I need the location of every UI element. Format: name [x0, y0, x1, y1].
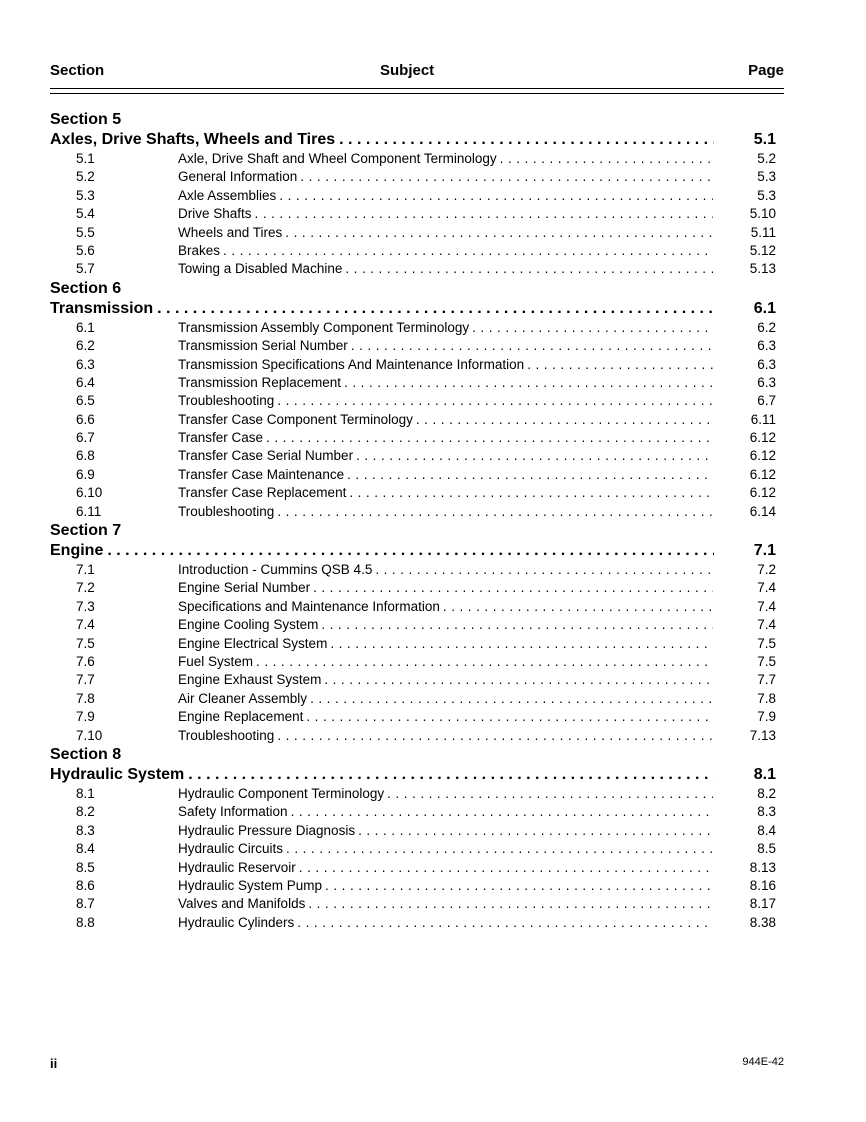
toc-entry[interactable]: [50, 447, 784, 465]
entry-number: 8.3: [76, 822, 95, 838]
toc-entry[interactable]: [50, 727, 784, 745]
entry-number: 8.2: [76, 804, 95, 820]
entry-title-leader: [178, 822, 713, 840]
footer-doc-code: 944E-42: [742, 1056, 784, 1068]
entry-title: Troubleshooting: [178, 727, 275, 743]
entry-page: 7.13: [749, 727, 776, 743]
entry-title-leader: [178, 895, 713, 913]
entry-number: 5.3: [76, 187, 95, 203]
entry-title: Hydraulic Reservoir: [178, 859, 296, 875]
toc-entry[interactable]: [50, 803, 784, 821]
entry-page: 6.3: [757, 374, 776, 390]
section-title: Axles, Drive Shafts, Wheels and Tires: [50, 131, 339, 148]
header-rule-bottom: [50, 93, 784, 94]
entry-page: 7.5: [757, 635, 776, 651]
entry-number: 5.6: [76, 242, 95, 258]
entry-page: 7.8: [757, 690, 776, 706]
entry-title: Hydraulic Cylinders: [178, 914, 295, 930]
header-section-label: Section: [50, 62, 105, 79]
section-title-row[interactable]: [50, 541, 784, 561]
entry-number: 6.3: [76, 356, 95, 372]
toc-entry[interactable]: [50, 466, 784, 484]
toc-section: [50, 279, 784, 521]
entry-page: 7.7: [757, 672, 776, 688]
entry-title: Engine Electrical System: [178, 635, 328, 651]
entry-page: 8.3: [757, 804, 776, 820]
entry-title-leader: [178, 859, 713, 877]
toc-section: [50, 110, 784, 279]
entry-title-leader: [178, 392, 713, 410]
section-page: 7.1: [753, 542, 776, 560]
entry-number: 5.5: [76, 224, 95, 240]
entry-title: Transfer Case Component Terminology: [178, 411, 413, 427]
entry-page: 8.17: [749, 896, 776, 912]
entry-title: Axle, Drive Shaft and Wheel Component Terminology: [178, 151, 497, 166]
section-number-label: Section 5: [50, 111, 122, 128]
entry-page: 6.2: [757, 319, 776, 335]
entry-number: 7.4: [76, 617, 95, 633]
toc-entry[interactable]: [50, 187, 784, 205]
entry-title-leader: [178, 653, 713, 671]
entry-number: 6.6: [76, 411, 95, 427]
entry-page: 7.4: [757, 598, 776, 614]
entry-number: 6.7: [76, 430, 95, 446]
toc-entry[interactable]: [50, 242, 784, 260]
toc-entry[interactable]: [50, 690, 784, 708]
entry-number: 6.4: [76, 374, 95, 390]
entry-title: Transmission Assembly Component Terminology: [178, 319, 470, 335]
toc-entry[interactable]: [50, 337, 784, 355]
section-number-label: Section 7: [50, 522, 122, 540]
entry-title-leader: [178, 616, 713, 634]
entry-title: Air Cleaner Assembly: [178, 690, 308, 706]
toc-entry[interactable]: [50, 411, 784, 429]
entry-number: 6.11: [76, 503, 102, 519]
toc-entry[interactable]: [50, 356, 784, 374]
toc-entry[interactable]: [50, 877, 784, 895]
entry-title: General Information: [178, 169, 298, 185]
entry-number: 8.5: [76, 859, 95, 875]
section-number-label: Section 8: [50, 745, 122, 763]
entry-number: 8.4: [76, 841, 95, 857]
footer-page-number: ii: [50, 1056, 58, 1071]
section-page: 5.1: [753, 131, 776, 148]
entry-title-leader: [178, 411, 713, 429]
table-of-contents: [50, 110, 784, 932]
entry-title: Engine Cooling System: [178, 617, 319, 633]
entry-number: 5.7: [76, 261, 95, 277]
entry-page: 6.11: [750, 411, 776, 427]
entry-page: 7.4: [757, 580, 776, 596]
entry-title: Specifications and Maintenance Information: [178, 598, 440, 614]
toc-section: [50, 521, 784, 745]
entry-number: 8.1: [76, 785, 95, 801]
entry-title: Troubleshooting: [178, 393, 275, 409]
entry-title-leader: [178, 205, 713, 223]
toc-entry[interactable]: [50, 484, 784, 502]
entry-title-leader: [178, 579, 713, 597]
entry-page: 6.12: [749, 448, 776, 464]
entry-title-leader: [178, 877, 713, 895]
toc-entry[interactable]: [50, 616, 784, 634]
entry-title-leader: [178, 150, 713, 168]
entry-title-leader: [178, 785, 713, 803]
toc-entry[interactable]: [50, 319, 784, 337]
toc-section: [50, 745, 784, 932]
toc-entry[interactable]: [50, 224, 784, 242]
entry-title-leader: [178, 727, 713, 745]
entry-page: 5.10: [749, 206, 776, 222]
entry-title-leader: [178, 356, 713, 374]
toc-entry[interactable]: [50, 429, 784, 447]
toc-entry[interactable]: [50, 205, 784, 223]
entry-title: Transmission Replacement: [178, 374, 342, 390]
entry-title: Introduction - Cummins QSB 4.5: [178, 562, 373, 578]
entry-title-leader: [178, 187, 713, 205]
entry-page: 5.13: [749, 261, 776, 277]
entry-title: Hydraulic System Pump: [178, 877, 323, 893]
entry-page: 8.13: [749, 859, 776, 875]
entry-page: 8.16: [749, 877, 776, 893]
entry-page: 6.14: [749, 503, 776, 519]
entry-number: 5.4: [76, 206, 95, 222]
toc-entry[interactable]: [50, 635, 784, 653]
entry-page: 7.2: [757, 562, 776, 578]
entry-page: 8.38: [749, 914, 776, 930]
section-title: Engine: [50, 542, 107, 559]
entry-title: Drive Shafts: [178, 206, 252, 222]
entry-title: Hydraulic Component Terminology: [178, 785, 385, 801]
entry-title-leader: [178, 319, 713, 337]
entry-title: Fuel System: [178, 653, 254, 669]
entry-title-leader: [178, 224, 713, 242]
toc-entry[interactable]: [50, 671, 784, 689]
entry-title: Transmission Specifications And Maintenance Information: [178, 356, 525, 372]
entry-number: 5.1: [76, 151, 95, 166]
toc-entry[interactable]: [50, 859, 784, 877]
entry-number: 6.2: [76, 338, 95, 354]
toc-entry[interactable]: [50, 561, 784, 579]
entry-number: 6.10: [76, 485, 103, 501]
entry-number: 6.5: [76, 393, 95, 409]
entry-page: 8.4: [757, 822, 776, 838]
entry-title: Hydraulic Pressure Diagnosis: [178, 822, 356, 838]
entry-number: 7.5: [76, 635, 95, 651]
entry-number: 7.8: [76, 690, 95, 706]
entry-title: Transfer Case: [178, 430, 264, 446]
section-title-leader: [50, 130, 714, 150]
entry-page: 5.3: [757, 187, 776, 203]
toc-entry[interactable]: [50, 785, 784, 803]
toc-entry[interactable]: [50, 914, 784, 932]
toc-entry[interactable]: [50, 895, 784, 913]
entry-title-leader: [178, 374, 713, 392]
entry-number: 7.7: [76, 672, 95, 688]
entry-number: 7.6: [76, 653, 95, 669]
entry-title-leader: [178, 242, 713, 260]
entry-title: Hydraulic Circuits: [178, 841, 284, 857]
entry-title-leader: [178, 168, 713, 186]
entry-page: 6.12: [749, 485, 776, 501]
entry-title-leader: [178, 690, 713, 708]
entry-title: Towing a Disabled Machine: [178, 261, 343, 277]
entry-page: 8.5: [757, 841, 776, 857]
entry-title-leader: [178, 466, 713, 484]
entry-page: 6.12: [749, 430, 776, 446]
entry-number: 7.3: [76, 598, 95, 614]
entry-title-leader: [178, 447, 713, 465]
entry-page: 5.11: [750, 224, 776, 240]
entry-title-leader: [178, 561, 713, 579]
toc-entry[interactable]: [50, 503, 784, 521]
entry-title-leader: [178, 914, 713, 932]
entry-number: 6.1: [76, 319, 95, 335]
entry-number: 6.9: [76, 466, 95, 482]
entry-page: 8.2: [757, 785, 776, 801]
section-title-row[interactable]: [50, 299, 784, 319]
entry-title-leader: [178, 484, 713, 502]
entry-title: Transmission Serial Number: [178, 338, 348, 354]
entry-title: Engine Exhaust System: [178, 672, 322, 688]
toc-entry[interactable]: [50, 840, 784, 858]
section-title-leader: [50, 765, 714, 785]
entry-title: Valves and Manifolds: [178, 896, 306, 912]
entry-title-leader: [178, 803, 713, 821]
entry-title: Transfer Case Maintenance: [178, 466, 345, 482]
entry-page: 6.3: [757, 356, 776, 372]
entry-title-leader: [178, 671, 713, 689]
section-title-row[interactable]: [50, 765, 784, 785]
toc-entry[interactable]: [50, 708, 784, 726]
entry-page: 7.4: [757, 617, 776, 633]
entry-title-leader: [178, 598, 713, 616]
entry-title: Transfer Case Replacement: [178, 485, 347, 501]
entry-title: Axle Assemblies: [178, 187, 277, 203]
toc-entry[interactable]: [50, 822, 784, 840]
toc-entry[interactable]: [50, 260, 784, 278]
entry-number: 8.6: [76, 877, 95, 893]
section-number-label: Section 6: [50, 279, 122, 297]
entry-number: 7.10: [76, 727, 103, 743]
header-rule-top: [50, 88, 784, 89]
section-title-row[interactable]: [50, 130, 784, 150]
section-title-leader: [50, 299, 714, 319]
entry-title: Troubleshooting: [178, 503, 275, 519]
header-page-label: Page: [748, 62, 784, 79]
header-subject-label: Subject: [380, 62, 435, 79]
entry-title-leader: [178, 337, 713, 355]
toc-entry[interactable]: [50, 392, 784, 410]
toc-entry[interactable]: [50, 168, 784, 186]
entry-page: 6.7: [757, 393, 776, 409]
entry-page: 7.5: [757, 653, 776, 669]
entry-number: 5.2: [76, 169, 95, 185]
entry-title-leader: [178, 429, 713, 447]
toc-entry[interactable]: [50, 653, 784, 671]
entry-number: 8.8: [76, 914, 95, 930]
entry-page: 5.3: [757, 169, 776, 185]
section-title: Hydraulic System: [50, 766, 188, 783]
entry-title: Engine Replacement: [178, 709, 304, 725]
entry-number: 6.8: [76, 448, 95, 464]
toc-header: [50, 62, 784, 82]
section-title-leader: [50, 541, 714, 561]
entry-title: Transfer Case Serial Number: [178, 448, 354, 464]
entry-title: Safety Information: [178, 804, 288, 820]
entry-page: 6.12: [749, 466, 776, 482]
entry-page: 5.2: [757, 151, 776, 166]
entry-title: Engine Serial Number: [178, 580, 311, 596]
section-title: Transmission: [50, 300, 157, 317]
entry-title-leader: [178, 260, 713, 278]
entry-title-leader: [178, 635, 713, 653]
toc-entry[interactable]: [50, 150, 784, 168]
entry-title: Brakes: [178, 242, 221, 258]
entry-title-leader: [178, 503, 713, 521]
toc-entry[interactable]: [50, 579, 784, 597]
entry-title-leader: [178, 840, 713, 858]
entry-number: 7.1: [76, 562, 95, 578]
entry-number: 7.2: [76, 580, 95, 596]
entry-number: 7.9: [76, 709, 95, 725]
entry-page: 6.3: [757, 338, 776, 354]
entry-title-leader: [178, 708, 713, 726]
entry-page: 7.9: [757, 709, 776, 725]
entry-page: 5.12: [749, 242, 776, 258]
section-page: 6.1: [753, 299, 776, 317]
toc-entry[interactable]: [50, 598, 784, 616]
entry-number: 8.7: [76, 896, 95, 912]
entry-title: Wheels and Tires: [178, 224, 283, 240]
section-page: 8.1: [753, 765, 776, 783]
toc-entry[interactable]: [50, 374, 784, 392]
